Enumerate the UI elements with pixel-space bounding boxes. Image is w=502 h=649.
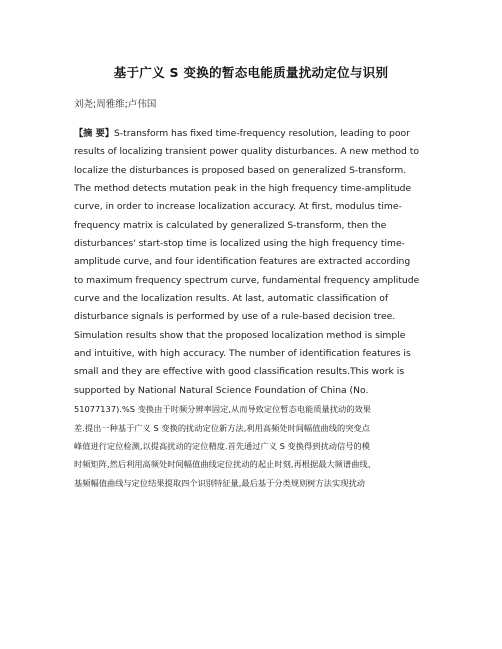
abstract-line: 【摘 要】S-transform has fixed time-frequency resolution, leading to poor — [74, 128, 410, 139]
abstract-line: to maximum frequency spectrum curve, fundamental frequency amplitude — [74, 274, 420, 286]
abstract-line: curve and the localization results. At last, automatic classification of — [74, 293, 389, 305]
abstract-line: disturbance signals is performed by use of a rule-based decision tree. — [74, 311, 396, 323]
abstract-line: 51077137).%S 变换由于时频分辨率固定,从而导致定位暂态电能质量扰动的效果 — [74, 404, 372, 415]
abstract-line: 差.提出一种基于广义 S 变换的扰动定位新方法,利用高频处时间幅值曲线的突变点 — [74, 422, 370, 433]
abstract-line: 基频幅值曲线与定位结果提取四个识别特征量,最后基于分类规则树方法实现扰动 — [74, 477, 365, 488]
document-authors: 刘尧;周雅维;卢伟国 — [74, 99, 157, 110]
abstract-line: and intuitive, with high accuracy. The number of identification features is — [74, 348, 411, 360]
document-title: 基于广义 S 变换的暂态电能质量扰动定位与识别 — [113, 65, 389, 80]
abstract-line: amplitude curve, and four identification features are extracted according — [74, 256, 411, 268]
abstract — [74, 125, 434, 492]
abstract-line: Simulation results show that the proposed localization method is simple — [74, 329, 406, 341]
abstract-line: results of localizing transient power quality disturbances. A new method to — [74, 146, 419, 158]
abstract-line: small and they are effective with good classification results.This work is — [74, 366, 405, 378]
abstract-line: curve, in order to increase localization accuracy. At first, modulus time- — [74, 201, 402, 213]
abstract-label: 【摘 要】 — [74, 128, 114, 139]
abstract-line: disturbances' start-stop time is localized using the high frequency time- — [74, 238, 405, 250]
abstract-line: supported by National Natural Science Foundation of China (No. — [74, 384, 369, 396]
abstract-line: 峰值进行定位检测,以提高扰动的定位精度.首先通过广义 S 变换得到扰动信号的模 — [74, 440, 370, 451]
abstract-line: localize the disturbances is proposed based on generalized S-transform. — [74, 164, 407, 176]
abstract-line: frequency matrix is calculated by generalized S-transform, then the — [74, 219, 387, 231]
abstract-line: 时频矩阵,然后利用高频处时间幅值曲线定位扰动的起止时刻,再根据最大频谱曲线、 — [74, 459, 376, 470]
abstract-line: The method detects mutation peak in the high frequency time-amplitude — [74, 183, 412, 195]
